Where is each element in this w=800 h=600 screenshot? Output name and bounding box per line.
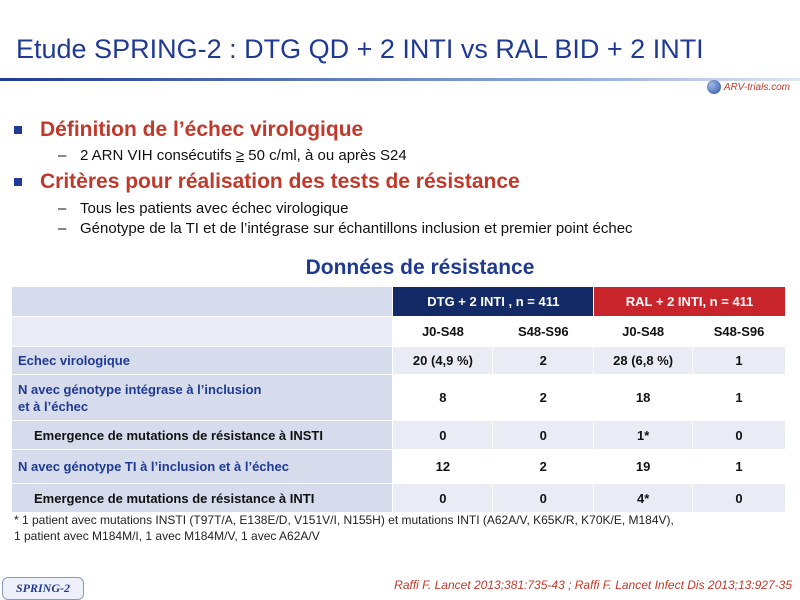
value-cell: 28 (6,8 %) (594, 347, 693, 375)
title-divider (0, 78, 800, 81)
value-cell: 2 (493, 347, 594, 375)
row-label-line: et à l’échec (18, 398, 89, 414)
sub-text-part: 2 ARN VIH consécutifs (80, 147, 236, 164)
value-cell: 8 (393, 375, 493, 421)
resistance-table (11, 286, 786, 513)
study-badge: SPRING-2 (2, 577, 84, 600)
bullet-definition (14, 118, 363, 142)
row-label: Emergence de mutations de résistance à INSTI (12, 421, 393, 450)
sub-text: Génotype de la TI et de l’intégrase sur échantillons inclusion et premier point échec (80, 220, 633, 237)
square-bullet-icon (14, 178, 22, 186)
value-cell: 12 (393, 450, 493, 484)
table-group-header-row (12, 287, 786, 317)
value-cell: 2 (493, 375, 594, 421)
bullet-label: Critères pour réalisation des tests de résistance (40, 170, 520, 193)
subheader-cell: J0-S48 (594, 317, 693, 347)
footnote-line: 1 patient avec M184M/I, 1 avec M184M/V, 1 avec A62A/V (14, 529, 320, 543)
value-cell: 0 (393, 484, 493, 513)
sub-text-part: 50 c/ml, à ou après S24 (244, 147, 407, 164)
row-label: Emergence de mutations de résistance à INTI (12, 484, 393, 513)
value-cell: 0 (493, 421, 594, 450)
dash-bullet-icon: – (58, 200, 67, 217)
row-label-line: N avec génotype intégrase à l’inclusion (18, 381, 262, 397)
sub-text: Tous les patients avec échec virologique (80, 200, 349, 217)
group-header-ral: RAL + 2 INTI, n = 411 (594, 287, 786, 317)
value-cell: 19 (594, 450, 693, 484)
table-row (12, 375, 786, 421)
logo-text: ARV-trials.com (723, 81, 790, 93)
square-bullet-icon (14, 126, 22, 134)
value-cell: 18 (594, 375, 693, 421)
footnote-line: * 1 patient avec mutations INSTI (T97T/A, E138E/D, V151V/I, N155H) et mutations INTI (A62A/V, K65K/R, K70K/E, M184V), (14, 513, 674, 527)
gte-symbol: ≥ (235, 147, 245, 164)
bullet-criteria (14, 170, 520, 194)
value-cell: 0 (693, 421, 786, 450)
arv-trials-logo (707, 80, 790, 94)
dash-bullet-icon: – (58, 147, 67, 164)
table-row (12, 347, 786, 375)
row-label: N avec génotype TI à l’inclusion et à l’échec (12, 450, 393, 484)
subheader-cell: S48-S96 (693, 317, 786, 347)
value-cell: 0 (393, 421, 493, 450)
section-title: Données de résistance (305, 256, 535, 279)
value-cell: 20 (4,9 %) (393, 347, 493, 375)
sub-bullet-all-patients (58, 200, 349, 217)
subheader-blank-cell (12, 317, 393, 347)
reference-citation: Raffi F. Lancet 2013;381:735-43 ; Raffi F. Lancet Infect Dis 2013;13:927-35 (394, 578, 792, 592)
dash-bullet-icon: – (58, 220, 67, 237)
row-label (12, 375, 393, 421)
value-cell: 0 (693, 484, 786, 513)
value-cell: 0 (493, 484, 594, 513)
table-row (12, 450, 786, 484)
header-blank-cell (12, 287, 393, 317)
value-cell: 1* (594, 421, 693, 450)
value-cell: 1 (693, 450, 786, 484)
sub-bullet-definition (58, 147, 407, 164)
subheader-cell: J0-S48 (393, 317, 493, 347)
sub-bullet-genotype (58, 220, 633, 237)
subheader-cell: S48-S96 (493, 317, 594, 347)
table-row (12, 484, 786, 513)
value-cell: 1 (693, 347, 786, 375)
value-cell: 1 (693, 375, 786, 421)
table-subheader-row (12, 317, 786, 347)
bullet-label: Définition de l’échec virologique (40, 118, 364, 141)
footnote (14, 512, 674, 544)
row-label: Echec virologique (12, 347, 393, 375)
value-cell: 2 (493, 450, 594, 484)
value-cell: 4* (594, 484, 693, 513)
globe-icon (707, 80, 721, 94)
table-row (12, 421, 786, 450)
group-header-dtg: DTG + 2 INTI , n = 411 (393, 287, 594, 317)
page-title: Etude SPRING-2 : DTG QD + 2 INTI vs RAL BID + 2 INTI (16, 34, 704, 64)
